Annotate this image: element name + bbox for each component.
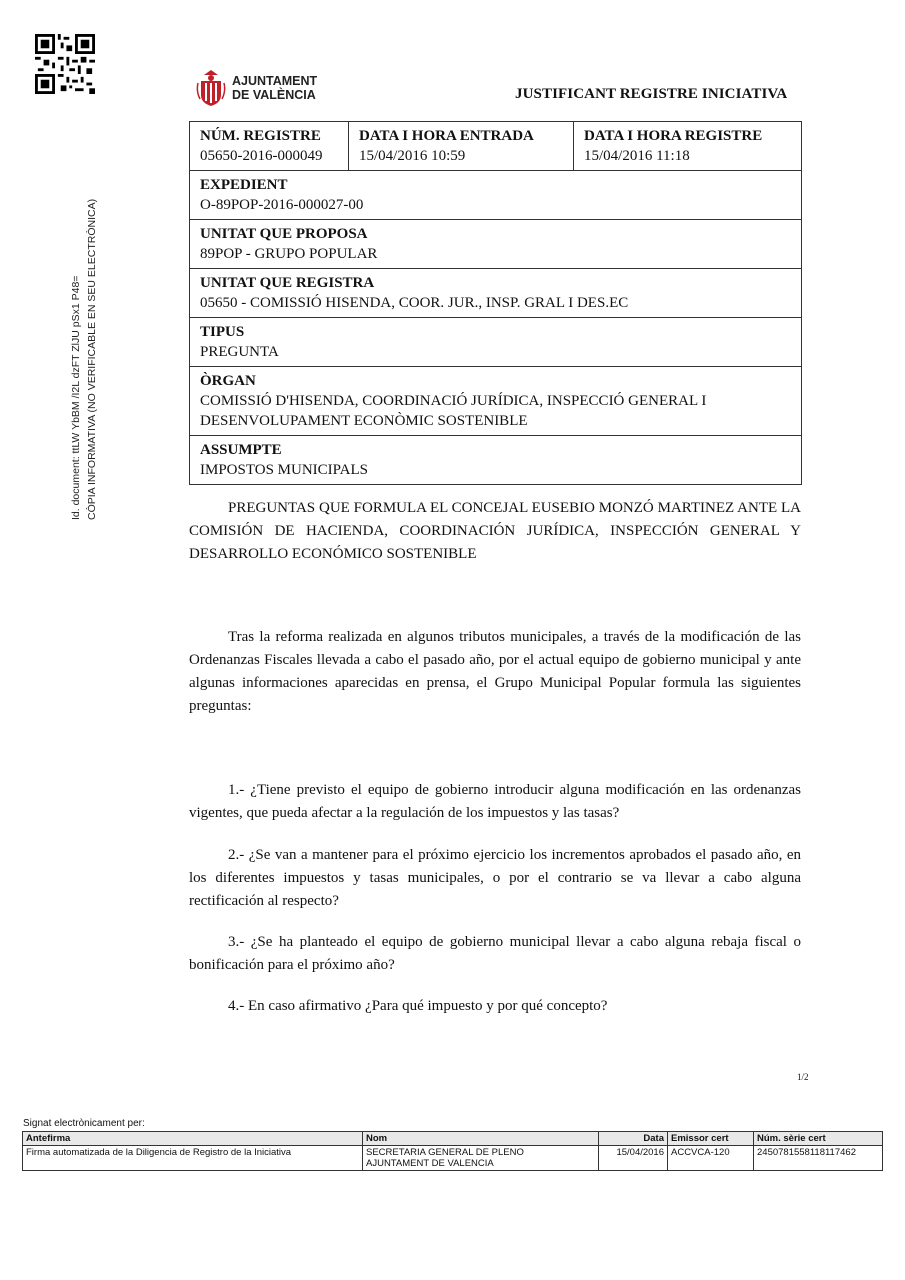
questions-heading: PREGUNTAS QUE FORMULA EL CONCEJAL EUSEBIO MONZÓ MARTINEZ ANTE LA COMISIÓN DE HACIENDA, COORDINACIÓN JURÍDICA, INSPECCIÓN GENERAL Y DESARROLLO ECONÓMICO SOSTENIBLE: [189, 500, 801, 562]
qr-code: [35, 34, 95, 94]
registra-label: UNITAT QUE REGISTRA: [200, 275, 375, 291]
registre-label: DATA I HORA REGISTRE: [584, 128, 763, 144]
coat-of-arms-icon: [196, 69, 226, 107]
organ-row: [190, 366, 801, 435]
expedient-row: [190, 170, 801, 219]
nom-header: Nom: [363, 1132, 599, 1146]
logo-line-1: AJUNTAMENT: [232, 74, 318, 88]
num-registre-cell: [190, 122, 348, 170]
antefirma-cell: Firma automatizada de la Diligencia de Registro de la Iniciativa: [23, 1146, 363, 1171]
signature-header-row: [23, 1132, 883, 1146]
organ-label: ÒRGAN: [200, 373, 256, 389]
registra-row: [190, 268, 801, 317]
entrada-label: DATA I HORA ENTRADA: [359, 128, 534, 144]
question-2: 2.- ¿Se van a mantener para el próximo ejercicio los incrementos aprobados el pasado año, en los diferentes impuestos y tasas municipales, o por el contrario se va llevar a cabo alguna rectificación al respecto?: [189, 847, 801, 909]
num-registre-value: 05650-2016-000049: [200, 148, 323, 164]
side-verification-text: [68, 199, 100, 520]
antefirma-header: Antefirma: [23, 1132, 363, 1146]
serie-cell: 2450781558118117462: [754, 1146, 883, 1171]
data-header: Data: [599, 1132, 668, 1146]
organ-value: COMISSIÓ D'HISENDA, COORDINACIÓ JURÍDICA, INSPECCIÓ GENERAL I DESENVOLUPAMENT ECONÒMIC SOSTENIBLE: [200, 393, 707, 429]
num-registre-label: NÚM. REGISTRE: [200, 128, 321, 144]
signature-row: [23, 1146, 883, 1171]
page-number: 1/2: [797, 1072, 809, 1082]
emissor-header: Emissor cert: [668, 1132, 754, 1146]
registre-cell: [573, 122, 801, 170]
registry-row-top: [190, 122, 801, 170]
entrada-cell: [348, 122, 573, 170]
assumpte-label: ASSUMPTE: [200, 442, 282, 458]
expedient-value: O-89POP-2016-000027-00: [200, 197, 364, 213]
entrada-value: 15/04/2016 10:59: [359, 148, 466, 164]
proposa-label: UNITAT QUE PROPOSA: [200, 226, 368, 242]
proposa-row: [190, 219, 801, 268]
emissor-cell: ACCVCA-120: [668, 1146, 754, 1171]
serie-header: Núm. sèrie cert: [754, 1132, 883, 1146]
tipus-label: TIPUS: [200, 324, 245, 340]
expedient-label: EXPEDIENT: [200, 177, 288, 193]
logo-text: [232, 74, 317, 102]
nom-line-1: SECRETARIA GENERAL DE PLENO: [366, 1147, 524, 1158]
data-cell: 15/04/2016: [599, 1146, 668, 1171]
registre-value: 15/04/2016 11:18: [584, 148, 690, 164]
ajuntament-logo: [196, 68, 336, 108]
question-3: 3.- ¿Se ha planteado el equipo de gobierno municipal llevar a cabo alguna rebaja fiscal o bonificación para el próximo año?: [189, 934, 801, 973]
tipus-value: PREGUNTA: [200, 344, 279, 360]
intro-paragraph: Tras la reforma realizada en algunos tributos municipales, a través de la modificación de las Ordenanzas Fiscales llevada a cabo el pasado año, por el actual equipo de gobierno municipal y ante algunas informaciones aparecidas en prensa, el Grupo Municipal Popular formula las siguientes preguntas:: [189, 629, 801, 714]
assumpte-value: IMPOSTOS MUNICIPALS: [200, 462, 368, 478]
tipus-row: [190, 317, 801, 366]
document-id: Id. document: ttLW YbBM /I2L dzFT ZlJU pSx1 P48=: [70, 275, 82, 520]
copy-notice: CÒPIA INFORMATIVA (NO VERIFICABLE EN SEU ELECTRÒNICA): [86, 198, 98, 520]
nom-line-2: AJUNTAMENT DE VALENCIA: [366, 1158, 494, 1169]
signature-title: Signat electrònicament per:: [23, 1118, 145, 1129]
registry-table: [189, 121, 802, 485]
document-title: JUSTIFICANT REGISTRE INICIATIVA: [515, 86, 788, 102]
question-1: 1.- ¿Tiene previsto el equipo de gobierno introducir alguna modificación en las ordenanzas vigentes, que pueda afectar a la regulación de los impuestos y las tasas?: [189, 782, 801, 821]
question-4: 4.- En caso afirmativo ¿Para qué impuesto y por qué concepto?: [228, 998, 608, 1014]
proposa-value: 89POP - GRUPO POPULAR: [200, 246, 378, 262]
registra-value: 05650 - COMISSIÓ HISENDA, COOR. JUR., INSP. GRAL I DES.EC: [200, 295, 629, 311]
assumpte-row: [190, 435, 801, 484]
signature-table: [22, 1131, 883, 1171]
logo-line-2: DE VALÈNCIA: [232, 88, 316, 102]
nom-cell: [363, 1146, 599, 1171]
